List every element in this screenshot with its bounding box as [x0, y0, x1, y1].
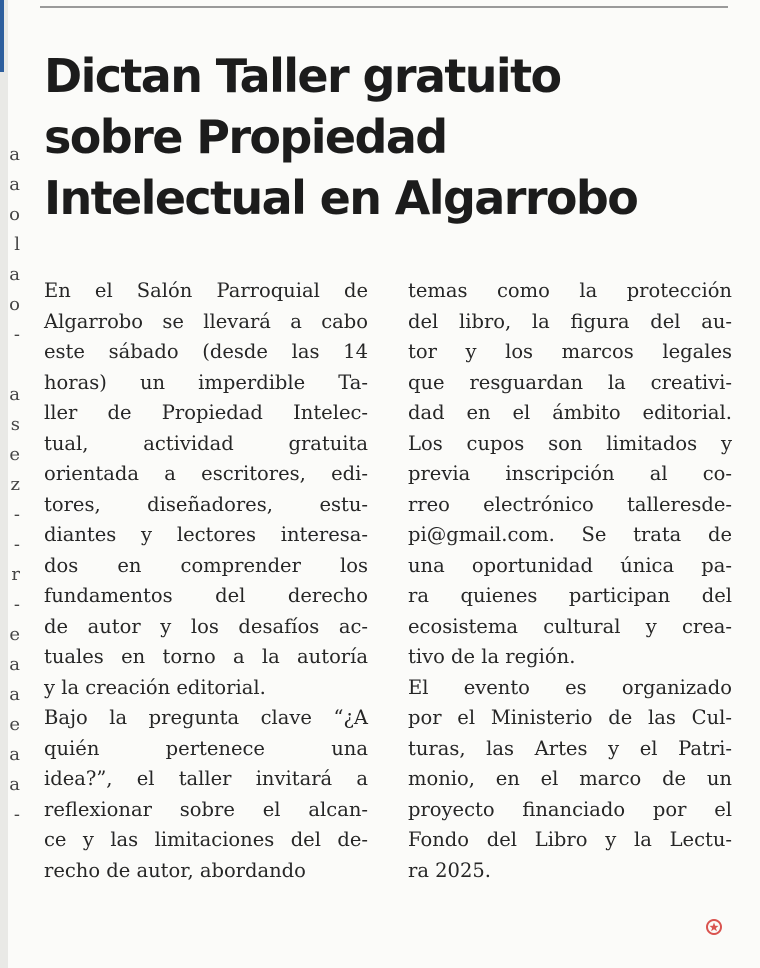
- neighbor-fragment: s: [10, 414, 20, 435]
- body-text-line: temas como la protección: [408, 279, 732, 302]
- body-text-line: reflexionar sobre el alcan-: [44, 797, 368, 821]
- top-rule: [40, 6, 728, 8]
- neighbor-fragment: e: [9, 714, 20, 735]
- body-text-line: El evento es organizado: [408, 675, 732, 699]
- neighbor-fragment: a: [9, 264, 20, 285]
- neighbor-fragment: a: [9, 774, 20, 795]
- body-text-line: que resguardan la creativi-: [408, 370, 732, 394]
- headline-line: Dictan Taller gratuito: [44, 49, 561, 103]
- body-text-line: ra quienes participan del: [408, 584, 732, 607]
- neighbor-fragment: -: [13, 504, 20, 525]
- body-text-line: En el Salón Parroquial de: [44, 279, 368, 302]
- body-text-line: diantes y lectores interesa-: [44, 523, 368, 546]
- body-text-line: recho de autor, abordando: [44, 858, 306, 882]
- body-text-line: dos en comprender los: [44, 553, 368, 577]
- body-text-line: por el Ministerio de las Cul-: [408, 706, 732, 729]
- headline-line: Intelectual en Algarrobo: [44, 171, 638, 225]
- neighbor-fragment: a: [9, 384, 20, 405]
- body-text-line: horas) un imperdible Ta-: [44, 370, 368, 394]
- body-text-line: tor y los marcos legales: [408, 340, 732, 363]
- body-text-line: y la creación editorial.: [44, 675, 266, 699]
- neighbor-fragment: a: [9, 654, 20, 675]
- body-text-line: ller de Propiedad Intelec-: [44, 401, 368, 424]
- article-column-left: [44, 276, 368, 886]
- body-text-line: de autor y los desafíos ac-: [44, 614, 368, 638]
- neighbor-fragment: a: [9, 174, 20, 195]
- body-text-line: tuales en torno a la autoría: [44, 645, 368, 668]
- body-text-line: este sábado (desde las 14: [44, 340, 368, 363]
- headline-line: sobre Propiedad: [44, 110, 447, 164]
- page-left-edge: [0, 0, 8, 968]
- body-text-line: idea?”, el taller invitará a: [44, 767, 368, 790]
- body-text-line: ce y las limitaciones del de-: [44, 828, 368, 851]
- neighbor-fragment: o: [9, 204, 20, 225]
- neighbor-fragment: -: [13, 594, 20, 615]
- neighbor-fragment: a: [9, 684, 20, 705]
- body-text-line: del libro, la figura del au-: [408, 309, 732, 333]
- body-text-line: quién pertenece una: [44, 736, 368, 760]
- neighbor-fragment: a: [9, 744, 20, 765]
- body-text-line: turas, las Artes y el Patri-: [408, 736, 732, 760]
- neighbor-fragment: z: [10, 474, 20, 495]
- neighbor-fragment: r: [11, 564, 20, 585]
- neighbor-fragment: -: [13, 534, 20, 555]
- body-text-line: tores, diseñadores, estu-: [44, 492, 368, 516]
- body-text-line: previa inscripción al co-: [408, 462, 732, 485]
- body-text-line: orientada a escritores, edi-: [44, 462, 368, 485]
- neighbor-column-fragments: [8, 140, 20, 830]
- body-text-line: una oportunidad única pa-: [408, 553, 732, 577]
- end-of-article-star-icon: [706, 919, 722, 935]
- neighbor-fragment: e: [9, 444, 20, 465]
- body-text-line: ecosistema cultural y crea-: [408, 614, 732, 638]
- adjacent-page-blue-strip: [0, 0, 4, 72]
- neighbor-fragment: o: [9, 294, 20, 315]
- neighbor-fragment: -: [13, 324, 20, 345]
- body-text-line: rreo electrónico talleresde-: [408, 492, 732, 516]
- neighbor-fragment: a: [9, 144, 20, 165]
- body-text-line: fundamentos del derecho: [44, 584, 368, 607]
- body-text-line: Algarrobo se llevará a cabo: [44, 309, 368, 333]
- body-text-line: monio, en el marco de un: [408, 767, 732, 790]
- body-text-line: tual, actividad gratuita: [44, 431, 368, 455]
- neighbor-fragment: [8, 350, 20, 380]
- article-headline: [44, 46, 734, 229]
- neighbor-fragment: l: [14, 234, 20, 255]
- body-text-line: pi@gmail.com. Se trata de: [408, 523, 732, 546]
- body-text-line: tivo de la región.: [408, 645, 576, 668]
- neighbor-fragment: e: [9, 624, 20, 645]
- neighbor-fragment: -: [13, 804, 20, 825]
- body-text-line: Fondo del Libro y la Lectu-: [408, 828, 732, 851]
- body-text-line: Los cupos son limitados y: [408, 431, 732, 455]
- body-text-line: ra 2025.: [408, 858, 491, 882]
- article-column-right: [408, 276, 732, 886]
- body-text-line: proyecto financiado por el: [408, 797, 732, 821]
- body-text-line: dad en el ámbito editorial.: [408, 401, 732, 424]
- body-text-line: Bajo la pregunta clave “¿A: [44, 706, 368, 729]
